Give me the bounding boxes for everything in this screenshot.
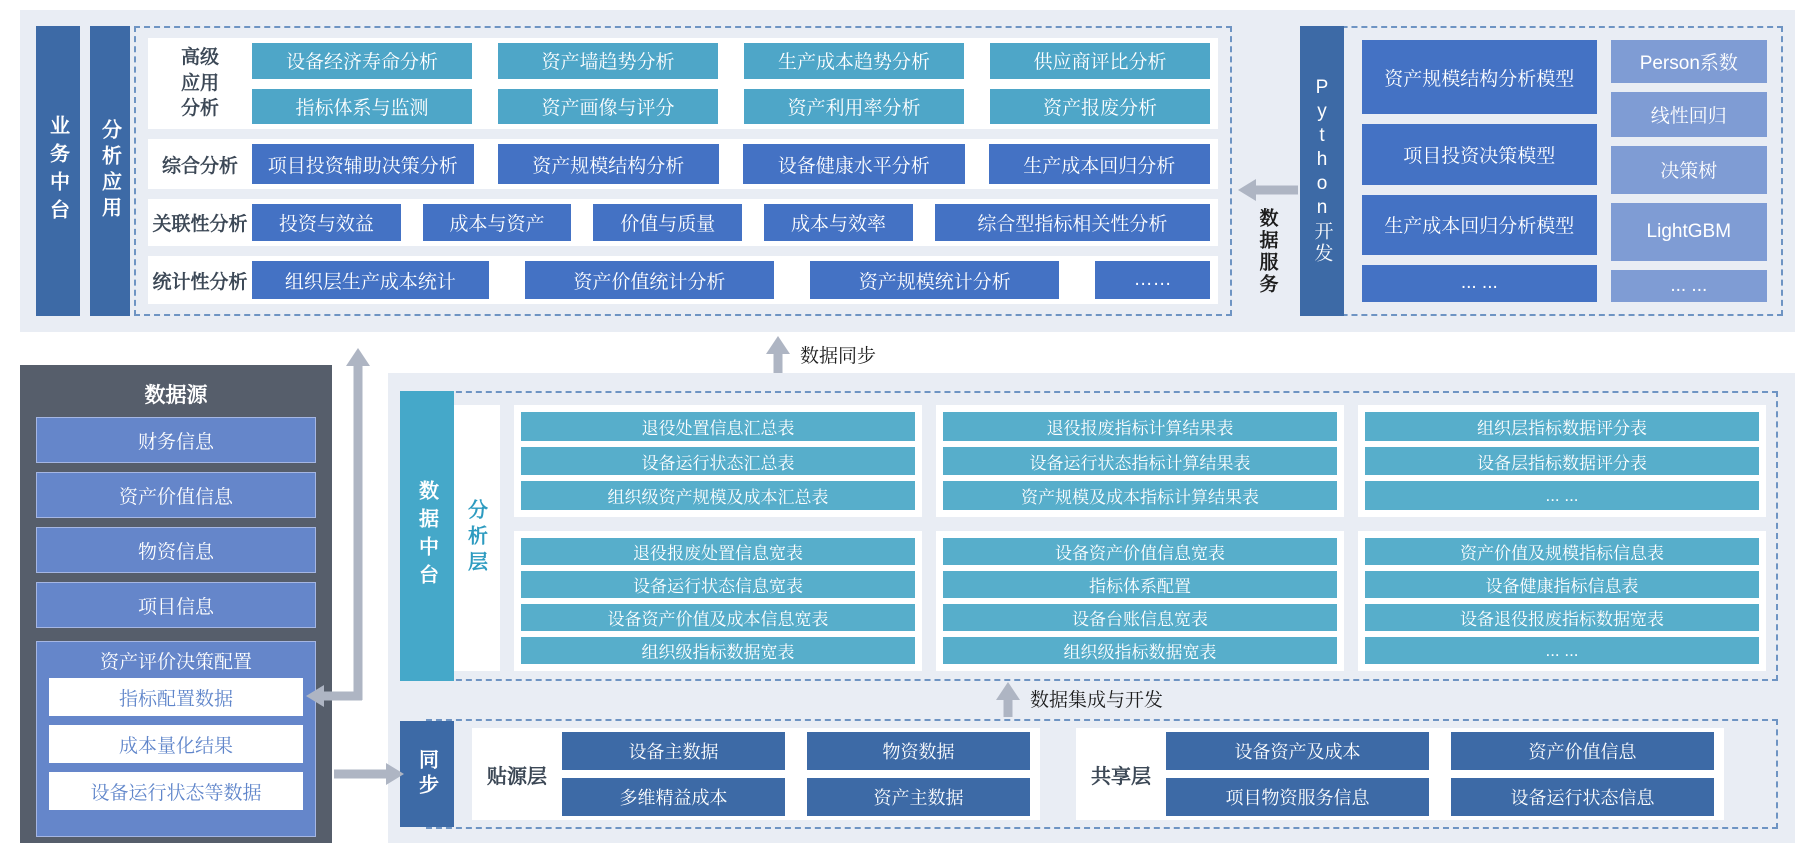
business-platform-band [20,10,1795,332]
statistical-analysis-items [252,256,1218,304]
data-box: 多维精益成本 [562,778,785,816]
source-layer-container [472,728,1040,820]
table-box: 设备运行状态指标计算结果表 [943,447,1337,476]
table-box: 资产价值及规模指标信息表 [1365,538,1759,565]
analysis-item: 资产规模统计分析 [810,261,1059,299]
analysis-item: 设备健康水平分析 [743,144,965,184]
data-service-label: 数据服务 [1256,208,1278,296]
table-box: 资产规模及成本指标计算结果表 [943,481,1337,510]
analysis-item: 供应商评比分析 [990,43,1210,79]
comprehensive-analysis-row [148,139,1218,189]
analysis-item: 资产报废分析 [990,89,1210,125]
data-box: 设备运行状态信息 [1451,778,1714,816]
algorithm-box: LightGBM [1611,203,1767,262]
advanced-analysis-items [252,38,1218,129]
share-layer-items [1166,728,1724,820]
data-sync-arrow [766,336,790,373]
datasource-item: 项目信息 [36,582,316,628]
sync-bar-label: 同步 [415,749,438,799]
source-layer-label: 贴源层 [487,765,547,788]
datasource-items [36,417,316,628]
table-box: 设备台账信息宽表 [943,604,1337,631]
algorithm-box: 线性回归 [1611,92,1767,137]
analysis-tables [514,405,1766,671]
table-box: 指标体系配置 [943,571,1337,598]
analysis-item: 资产墙趋势分析 [498,43,718,79]
evaluation-config-title: 资产评价决策配置 [99,651,252,673]
business-platform-label: 业务中台 [46,115,69,227]
algorithm-column [1611,40,1767,302]
summary-col-2 [936,405,1344,517]
sync-bar [400,721,454,827]
business-platform-bar [36,26,80,316]
config-item: 设备运行状态等数据 [49,772,303,810]
advanced-analysis-row-label: 高级应用分析 [180,47,219,120]
table-box: 退役报废处置信息宽表 [521,538,915,565]
wide-col-3 [1358,531,1766,671]
summary-tables-group [514,405,1766,517]
datasource-item: 资产价值信息 [36,472,316,518]
source-layer-items [562,728,1040,820]
model-box: 资产规模结构分析模型 [1362,40,1597,114]
config-item: 成本量化结果 [49,725,303,763]
model-box: ... ... [1362,265,1597,302]
analysis-layer-label: 分析层 [464,499,487,577]
data-integration-arrow-label: 数据集成与开发 [1030,690,1164,711]
analysis-application-bar [90,26,130,316]
analysis-item: 生产成本回归分析 [989,144,1211,184]
config-item: 指标配置数据 [49,678,303,716]
comprehensive-analysis-items [252,139,1218,189]
correlation-analysis-row-label: 关联性分析 [152,214,248,236]
datasource-item: 财务信息 [36,417,316,463]
analysis-layer-panel [426,391,1778,681]
table-box: 退役报废指标计算结果表 [943,412,1337,441]
analysis-item: …… [1095,261,1210,299]
analysis-item: 综合型指标相关性分析 [935,204,1210,242]
correlation-analysis-items [252,199,1218,247]
data-box: 资产主数据 [807,778,1030,816]
analysis-item: 成本与资产 [423,204,572,242]
model-box: 生产成本回归分析模型 [1362,195,1597,255]
table-box: 设备资产价值及成本信息宽表 [521,604,915,631]
python-development-label: Python开发 [1311,77,1333,265]
table-box: ... ... [1365,637,1759,664]
data-platform-band [388,373,1795,843]
python-development-bar [1300,26,1344,316]
table-box: ... ... [1365,481,1759,510]
summary-col-3 [1358,405,1766,517]
analysis-item: 资产利用率分析 [744,89,964,125]
data-service-label-wrap [1252,208,1282,312]
table-box: 设备退役报废指标数据宽表 [1365,604,1759,631]
statistical-analysis-row [148,256,1218,304]
table-box: 组织级资产规模及成本汇总表 [521,481,915,510]
table-box: 设备健康指标信息表 [1365,571,1759,598]
statistical-analysis-row-label: 统计性分析 [152,271,248,293]
data-box: 设备主数据 [562,732,785,770]
wide-col-1 [514,531,922,671]
analysis-item: 项目投资辅助决策分析 [252,144,474,184]
data-platform-bar [400,391,454,681]
data-box: 物资数据 [807,732,1030,770]
table-box: 组织层指标数据评分表 [1365,412,1759,441]
data-box: 资产价值信息 [1451,732,1714,770]
analysis-item: 生产成本趋势分析 [744,43,964,79]
analysis-item: 投资与效益 [252,204,401,242]
evaluation-config-block [36,641,316,837]
table-box: 组织级指标数据宽表 [521,637,915,664]
data-sync-arrow-label: 数据同步 [800,346,877,367]
table-box: 设备层指标数据评分表 [1365,447,1759,476]
data-platform-label: 数据中台 [415,480,438,592]
analysis-item: 资产价值统计分析 [525,261,774,299]
data-box: 项目物资服务信息 [1166,778,1429,816]
summary-col-1 [514,405,922,517]
analysis-application-label: 分析应用 [98,119,121,223]
table-box: 设备资产价值信息宽表 [943,538,1337,565]
table-box: 设备运行状态汇总表 [521,447,915,476]
share-layer-label: 共享层 [1091,765,1151,788]
analysis-layer-label-strip [452,405,500,671]
algorithm-box: 决策树 [1611,146,1767,193]
table-box: 退役处置信息汇总表 [521,412,915,441]
analysis-item: 设备经济寿命分析 [252,43,472,79]
table-box: 组织级指标数据宽表 [943,637,1337,664]
table-box: 设备运行状态信息宽表 [521,571,915,598]
wide-tables-group [514,531,1766,671]
model-column [1362,40,1597,302]
python-models-panel [1302,26,1783,316]
data-box: 设备资产及成本 [1166,732,1429,770]
analysis-application-panel [134,26,1232,316]
model-box: 项目投资决策模型 [1362,124,1597,184]
datasource-item: 物资信息 [36,527,316,573]
correlation-analysis-row [148,199,1218,247]
algorithm-box: Person系数 [1611,40,1767,83]
evaluation-config-items [49,678,303,810]
wide-col-2 [936,531,1344,671]
datasource-title: 数据源 [144,384,208,407]
analysis-item: 组织层生产成本统计 [252,261,489,299]
share-layer-container [1076,728,1724,820]
analysis-item: 资产规模结构分析 [498,144,720,184]
analysis-item: 成本与效率 [764,204,913,242]
analysis-item: 价值与质量 [593,204,742,242]
comprehensive-analysis-row-label: 综合分析 [161,155,238,177]
analysis-item: 指标体系与监测 [252,89,472,125]
algorithm-box: ... ... [1611,270,1767,302]
datasource-panel [20,365,332,843]
advanced-analysis-row [148,38,1218,129]
analysis-item: 资产画像与评分 [498,89,718,125]
